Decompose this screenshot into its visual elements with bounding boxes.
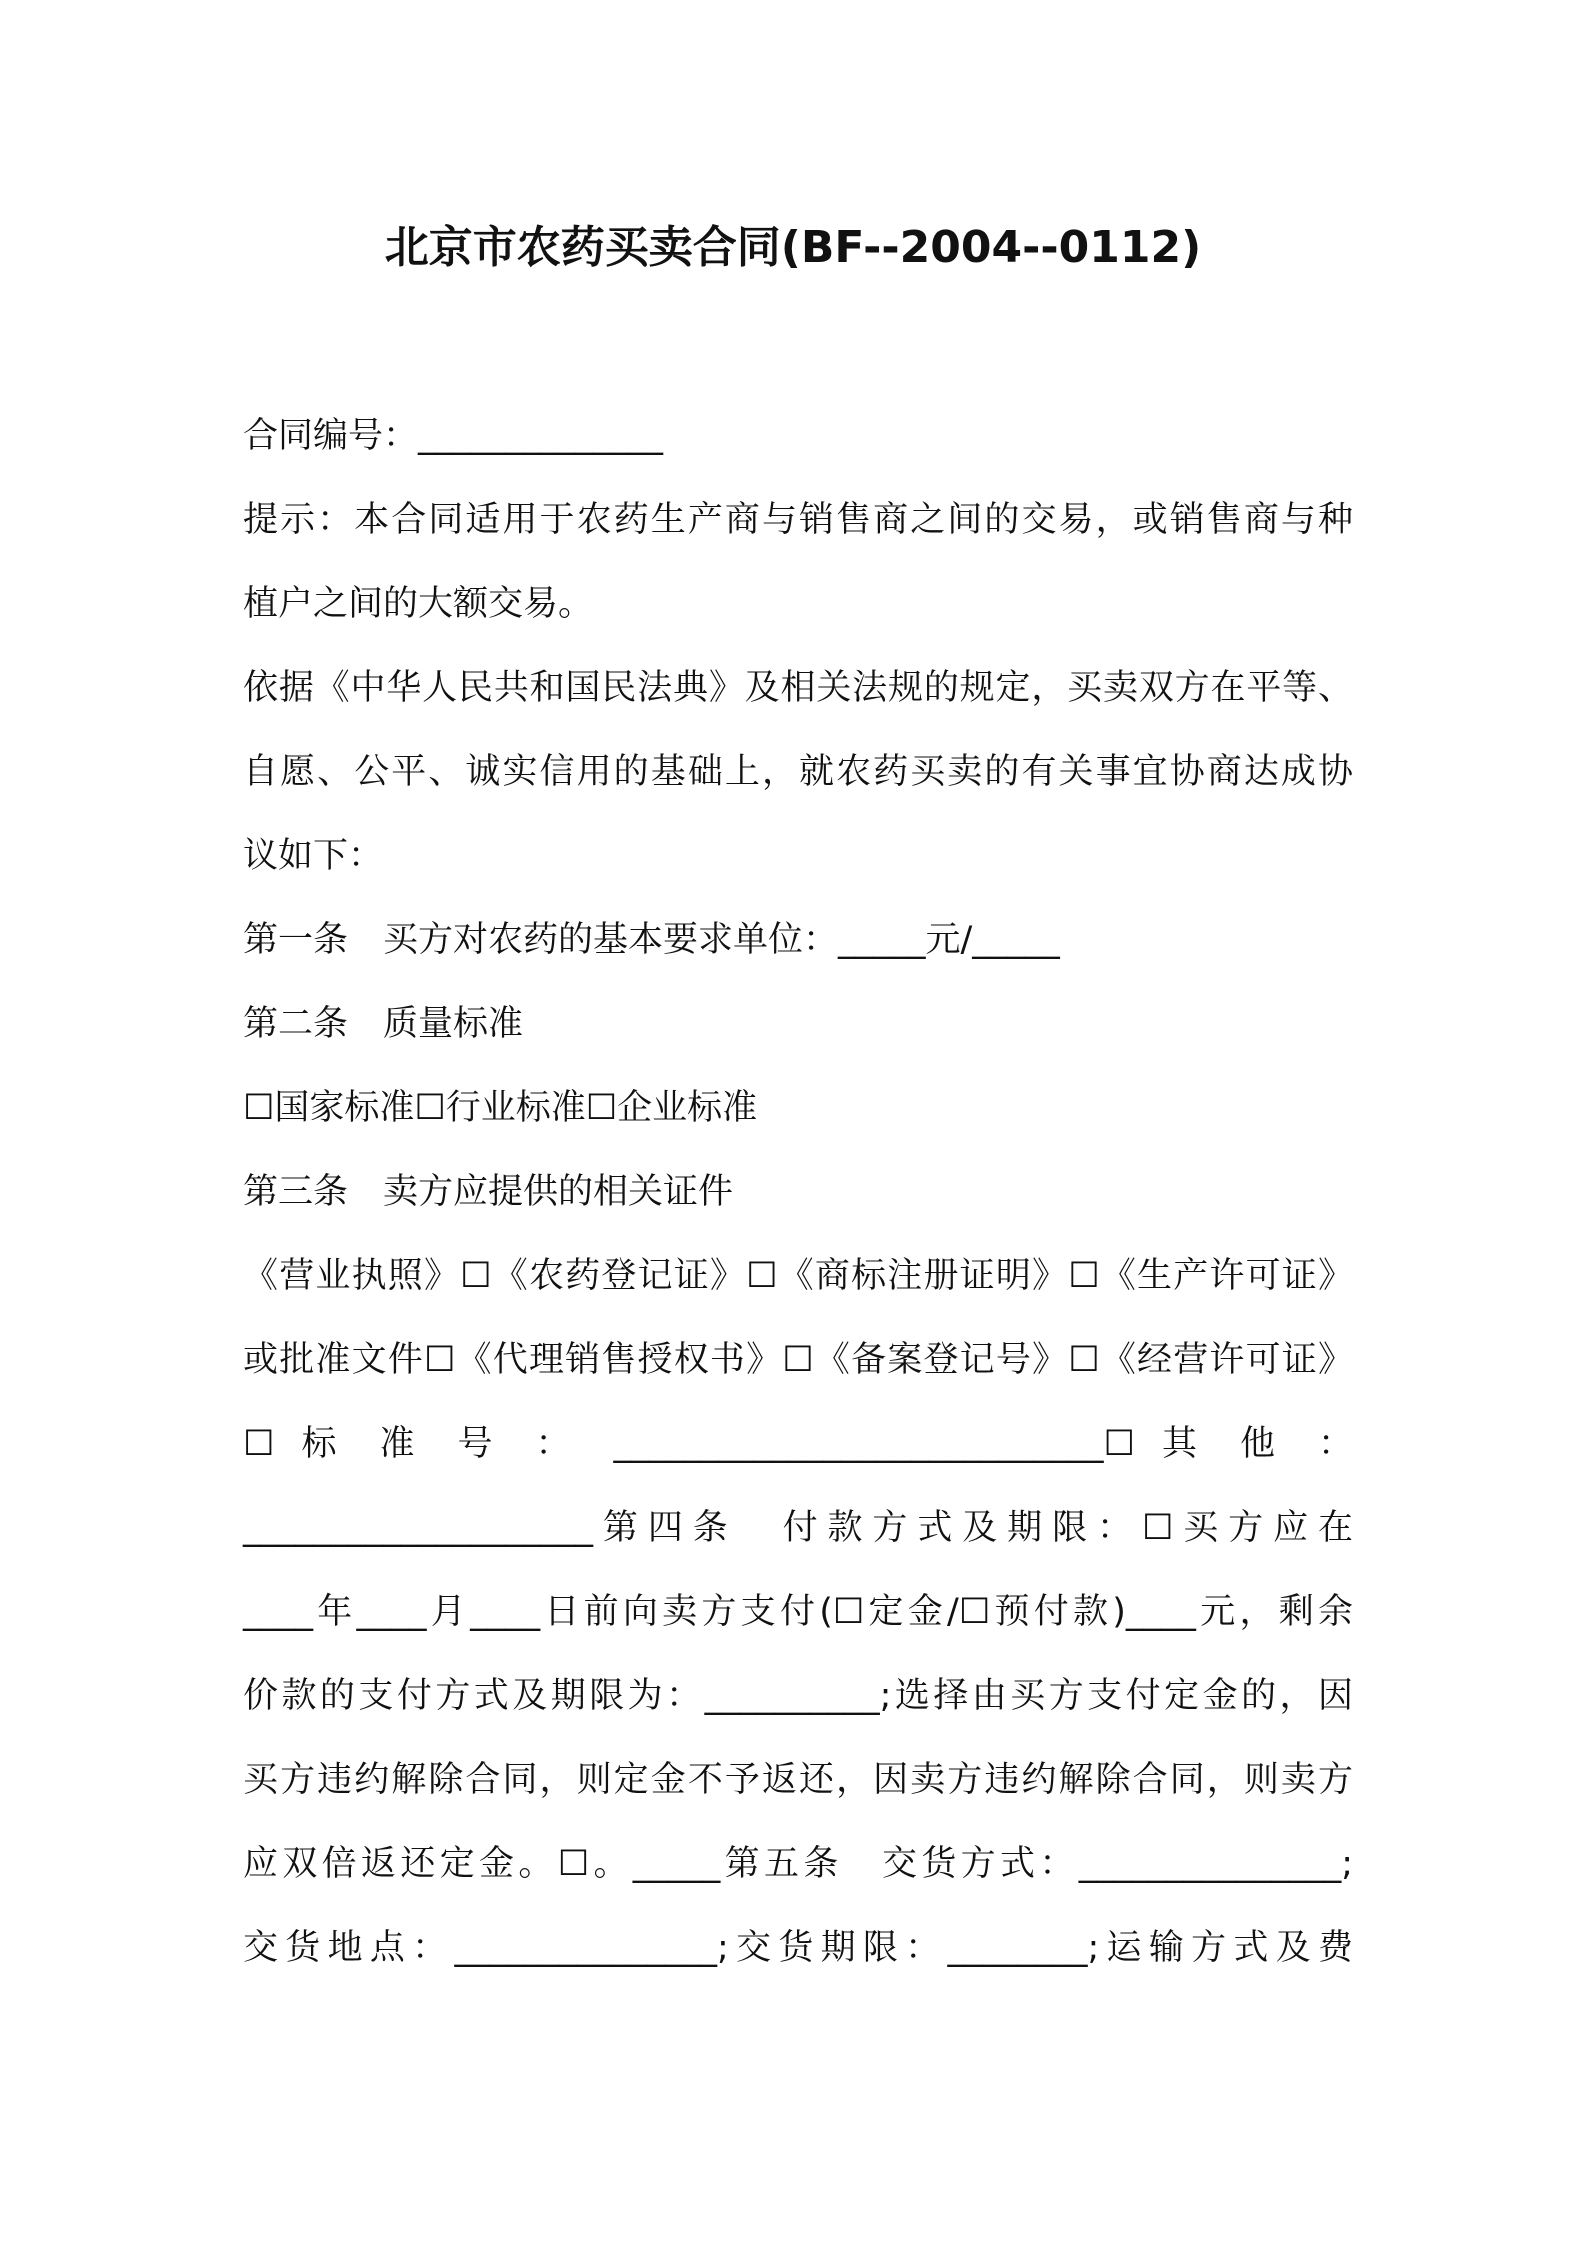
- certificates-line-1: 《营业执照》☐《农药登记证》☐《商标注册证明》☐《生产许可证》: [243, 1256, 1353, 1296]
- standard-number-line: ☐ 标 准 号 ： ____________________________☐ 其 他 ：: [243, 1424, 1353, 1464]
- certificates-line-2: 或批准文件☐《代理销售授权书》☐《备案登记号》☐《经营许可证》: [243, 1340, 1353, 1380]
- notice-line-1: 提示：本合同适用于农药生产商与销售商之间的交易，或销售商与种: [243, 500, 1353, 540]
- preamble-line-1: 依据《中华人民共和国民法典》及相关法规的规定，买卖双方在平等、: [243, 668, 1353, 708]
- article-3-heading: 第三条 卖方应提供的相关证件: [243, 1172, 734, 1212]
- article-4-line-4: 买方违约解除合同，则定金不予返还，因卖方违约解除合同，则卖方: [243, 1760, 1353, 1800]
- article-1-line: 第一条 买方对农药的基本要求单位：_____元/_____: [243, 920, 1060, 960]
- document-title: 北京市农药买卖合同(BF--2004--0112): [384, 222, 1202, 273]
- preamble-line-3: 议如下：: [243, 836, 384, 876]
- article-4-line-1: ____________________第四条 付款方式及期限：☐买方应在: [243, 1508, 1353, 1548]
- article-5-line-1: 应双倍返还定金。☐。_____第五条 交货方式：_______________;: [243, 1844, 1353, 1884]
- preamble-line-2: 自愿、公平、诚实信用的基础上，就农药买卖的有关事宜协商达成协: [243, 752, 1353, 792]
- article-4-line-2: ____年____月____日前向卖方支付(☐定金/☐预付款)____元，剩余: [243, 1592, 1353, 1632]
- article-5-line-2: 交货地点：_______________;交货期限：________;运输方式及费: [243, 1928, 1353, 1968]
- document-body: [243, 394, 1353, 1990]
- quality-standard-options: ☐国家标准☐行业标准☐企业标准: [243, 1088, 758, 1128]
- article-4-line-3: 价款的支付方式及期限为：__________;选择由买方支付定金的，因: [243, 1676, 1353, 1716]
- contract-number-line: 合同编号：______________: [243, 416, 664, 456]
- notice-line-2: 植户之间的大额交易。: [243, 584, 594, 624]
- article-2-heading: 第二条 质量标准: [243, 1004, 524, 1044]
